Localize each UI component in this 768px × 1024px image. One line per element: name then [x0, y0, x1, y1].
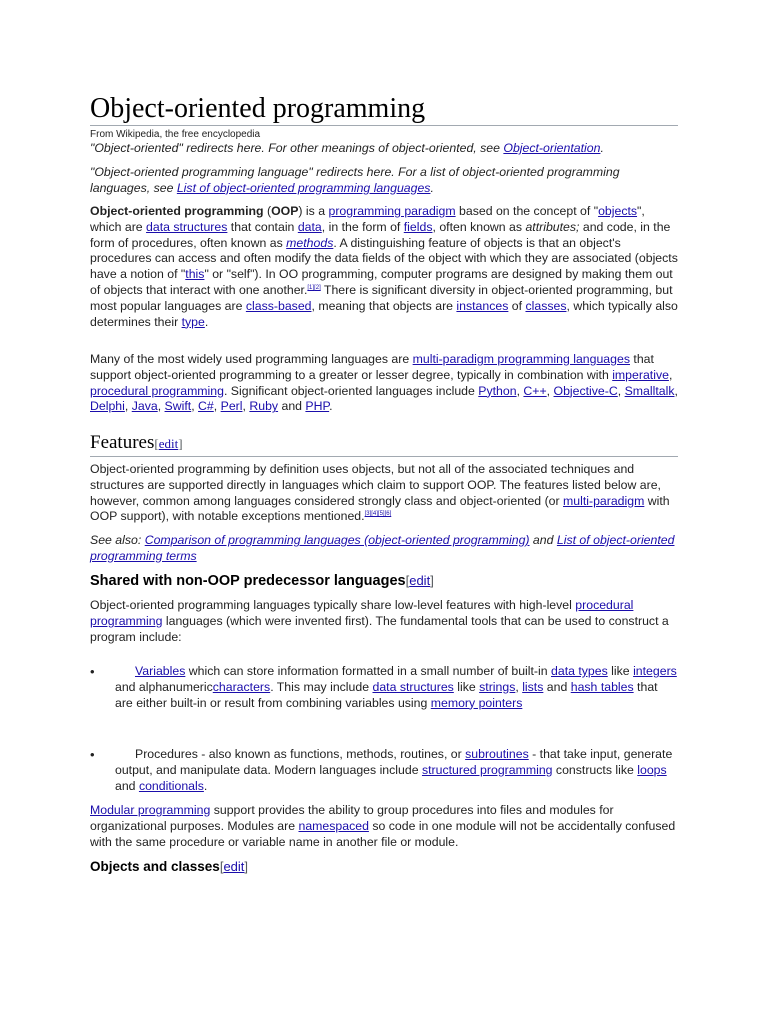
bracket: ]	[430, 573, 434, 588]
text: - that take input, generate output, and manipulate data. Modern languages include	[115, 747, 673, 777]
separator: ,	[242, 399, 250, 414]
link-memory-pointers[interactable]: memory pointers	[430, 695, 523, 710]
bullet: •	[90, 747, 95, 762]
site-subtitle: From Wikipedia, the free encyclopedia	[90, 129, 261, 140]
text: that contain	[227, 219, 298, 234]
link-modular-programming[interactable]: Modular programming	[90, 803, 211, 817]
citation-3-6[interactable]: [3][4][5][6]	[364, 511, 392, 518]
text: . Significant object-oriented languages include	[223, 383, 479, 398]
edit-link-shared[interactable]: edit	[409, 573, 431, 588]
text: with OOP support), with notable exceptions mentioned.	[90, 493, 670, 524]
text: so code in one module will not be accidentally confused with the same procedure or variable name in another file or module.	[90, 818, 676, 849]
link-lists[interactable]: lists	[522, 679, 544, 694]
link-comparison-languages[interactable]: Comparison of programming languages (object-oriented programming)	[144, 533, 530, 547]
text: and alphanumeric	[115, 679, 213, 694]
text: " or "self"). In OO programming, computer programs are designed by making them out of objects that interact with one another.	[90, 267, 673, 297]
edit-section	[406, 573, 434, 588]
link-language-delphi[interactable]: Delphi	[90, 399, 125, 414]
heading-shared	[90, 572, 434, 590]
text: Procedures - also known as functions, methods, routines, or	[135, 747, 466, 761]
text: Object-oriented programming languages typically share low-level features with high-level	[90, 598, 576, 612]
link-data-types[interactable]: data types	[551, 664, 608, 678]
text: and code, in the form of procedures, often known as	[90, 219, 671, 250]
text: Many of the most widely used programming languages are	[90, 352, 413, 366]
edit-link-objects[interactable]: edit	[223, 859, 245, 874]
link-list-oop-languages[interactable]: List of object-oriented programming languages	[176, 180, 431, 195]
bullet-text-variables	[115, 664, 678, 711]
text: ,	[668, 367, 673, 382]
text: languages (which were invented first). The fundamental tools that can be used to construct a program include:	[90, 613, 669, 644]
separator: ,	[617, 383, 625, 398]
link-instances[interactable]: instances	[456, 298, 509, 313]
link-conditionals[interactable]: conditionals	[138, 778, 204, 793]
link-data-structures-2[interactable]: data structures	[372, 679, 454, 694]
heading-objects-classes	[90, 858, 248, 876]
link-data-structures[interactable]: data structures	[146, 219, 228, 234]
features-paragraph	[90, 462, 678, 525]
list-item	[90, 747, 678, 794]
separator: ,	[546, 383, 554, 398]
text: which can store information formatted in a small number of built-in	[185, 664, 552, 678]
separator: and	[278, 399, 306, 414]
text: , often known as	[432, 219, 526, 234]
text: support provides the ability to group procedures into files and modules for organizational purposes. Modules are	[90, 803, 614, 833]
link-objects[interactable]: objects	[598, 204, 638, 218]
link-hash-tables[interactable]: hash tables	[570, 679, 634, 694]
text: .	[203, 778, 208, 793]
link-fields[interactable]: fields	[403, 219, 433, 234]
term-oop: Object-oriented programming	[90, 204, 264, 218]
link-this[interactable]: this	[185, 267, 205, 282]
bracket: [	[219, 859, 224, 874]
edit-link-features[interactable]: edit	[158, 436, 179, 451]
link-procedural-programming[interactable]: procedural programming	[90, 383, 224, 398]
link-data[interactable]: data	[297, 219, 322, 234]
separator: ,	[213, 399, 221, 414]
link-language-swift[interactable]: Swift	[164, 399, 192, 414]
text: , which typically also determines their	[90, 298, 678, 329]
separator: ,	[157, 399, 165, 414]
text: based on the concept of "	[455, 204, 599, 218]
text: and	[529, 533, 557, 547]
link-strings[interactable]: strings	[479, 679, 516, 694]
term-attributes: attributes;	[525, 219, 580, 234]
citation-1[interactable]: [1]	[307, 284, 315, 291]
text: See also:	[90, 533, 145, 547]
text: ,	[515, 679, 523, 694]
separator: ,	[124, 399, 132, 414]
edit-section	[154, 436, 182, 451]
text: (	[263, 204, 272, 218]
link-namespaced[interactable]: namespaced	[298, 818, 369, 833]
link-subroutines[interactable]: subroutines	[465, 747, 529, 761]
text: Object-oriented programming by definition uses objects, but not all of the associated techniques and structures are supported directly in languages which claim to support OOP. The features listed below are, however, common among languages considered strongly class and object-oriented (or	[90, 462, 661, 508]
list-item	[90, 664, 678, 711]
text: like	[607, 664, 634, 678]
link-language-cpp[interactable]: C++	[523, 383, 547, 398]
text: , in the form of	[321, 219, 404, 234]
title-divider	[90, 125, 678, 126]
hatnote-text: "Object-oriented" redirects here. For other meanings of object-oriented, see	[90, 141, 504, 155]
bullet: •	[90, 664, 95, 679]
bracket: ]	[244, 859, 249, 874]
separator: ,	[674, 383, 678, 398]
modular-paragraph	[90, 803, 678, 850]
separator: ,	[191, 399, 199, 414]
intro-paragraph-2	[90, 352, 678, 415]
link-type[interactable]: type	[181, 314, 205, 329]
intro-paragraph-1	[90, 204, 678, 330]
link-programming-paradigm[interactable]: programming paradigm	[328, 204, 456, 218]
hatnote-text: "Object-oriented programming language" redirects here. For a list of object-oriented programming languages, see	[90, 165, 620, 195]
link-multi-paradigm-languages[interactable]: multi-paradigm programming languages	[412, 352, 630, 366]
see-also	[90, 533, 678, 565]
link-list-oop-terms[interactable]: List of object-oriented programming terms	[90, 533, 675, 563]
text: and	[543, 679, 571, 694]
text: and	[115, 778, 139, 793]
text: that are either built-in or result from combining variables using	[115, 679, 658, 710]
heading-text: Shared with non-OOP predecessor languages	[90, 573, 406, 589]
text: constructs like	[552, 762, 638, 777]
link-characters[interactable]: characters	[212, 679, 271, 694]
link-language-python[interactable]: Python	[478, 383, 517, 398]
hatnote-oop-language	[90, 165, 678, 197]
features-divider	[90, 456, 678, 457]
text: , meaning that objects are	[311, 298, 457, 313]
bracket: [	[154, 436, 159, 451]
link-variables[interactable]: Variables	[135, 664, 186, 678]
link-language-csharp[interactable]: C#	[198, 399, 214, 414]
link-language-php[interactable]: PHP	[305, 399, 330, 414]
text: of	[508, 298, 526, 313]
shared-paragraph	[90, 598, 678, 645]
text: . This may include	[270, 679, 373, 694]
text: that support object-oriented programming to a greater or lesser degree, typically in combination with	[90, 352, 654, 382]
text: . A distinguishing feature of objects is that an object's procedures can access and often modify the data fields of the object with which they are associated (objects have a notion of "	[90, 235, 678, 282]
link-classes[interactable]: classes	[525, 298, 567, 313]
page-title: Object-oriented programming	[90, 93, 426, 124]
link-structured-programming[interactable]: structured programming	[421, 762, 553, 777]
bracket: ]	[178, 436, 183, 451]
bracket: [	[405, 573, 410, 588]
text: .	[204, 314, 209, 329]
hatnote-object-oriented	[90, 141, 604, 157]
edit-section	[220, 859, 248, 874]
text: ) is a	[298, 204, 329, 218]
link-class-based[interactable]: class-based	[245, 298, 312, 313]
separator: ,	[516, 383, 524, 398]
link-object-orientation[interactable]: Object-orientation	[503, 141, 601, 155]
link-multi-paradigm[interactable]: multi-paradigm	[563, 493, 645, 508]
bullet-text-procedures	[115, 747, 678, 794]
link-language-ruby[interactable]: Ruby	[249, 399, 279, 414]
text: .	[329, 399, 333, 414]
text: ", which are	[90, 204, 645, 234]
text: like	[453, 679, 480, 694]
link-loops[interactable]: loops	[637, 762, 667, 777]
link-language-perl[interactable]: Perl	[220, 399, 243, 414]
link-language-java[interactable]: Java	[131, 399, 158, 414]
heading-text: Features	[90, 432, 155, 453]
heading-text: Objects and classes	[90, 859, 220, 874]
link-imperative[interactable]: imperative	[612, 367, 669, 382]
link-integers[interactable]: integers	[633, 664, 677, 678]
hatnote-text: .	[600, 141, 604, 155]
term-abbrev: OOP	[271, 204, 299, 218]
link-language-objective-c[interactable]: Objective-C	[553, 383, 618, 398]
hatnote-text: .	[430, 180, 434, 195]
text: There is significant diversity in object-oriented programming, but most popular languages are	[90, 282, 673, 313]
citation-2[interactable]: [2]	[314, 284, 321, 291]
link-methods[interactable]: methods	[286, 235, 334, 250]
link-procedural-programming-2[interactable]: procedural programming	[90, 598, 634, 628]
heading-features	[90, 431, 183, 456]
link-language-smalltalk[interactable]: Smalltalk	[624, 383, 675, 398]
